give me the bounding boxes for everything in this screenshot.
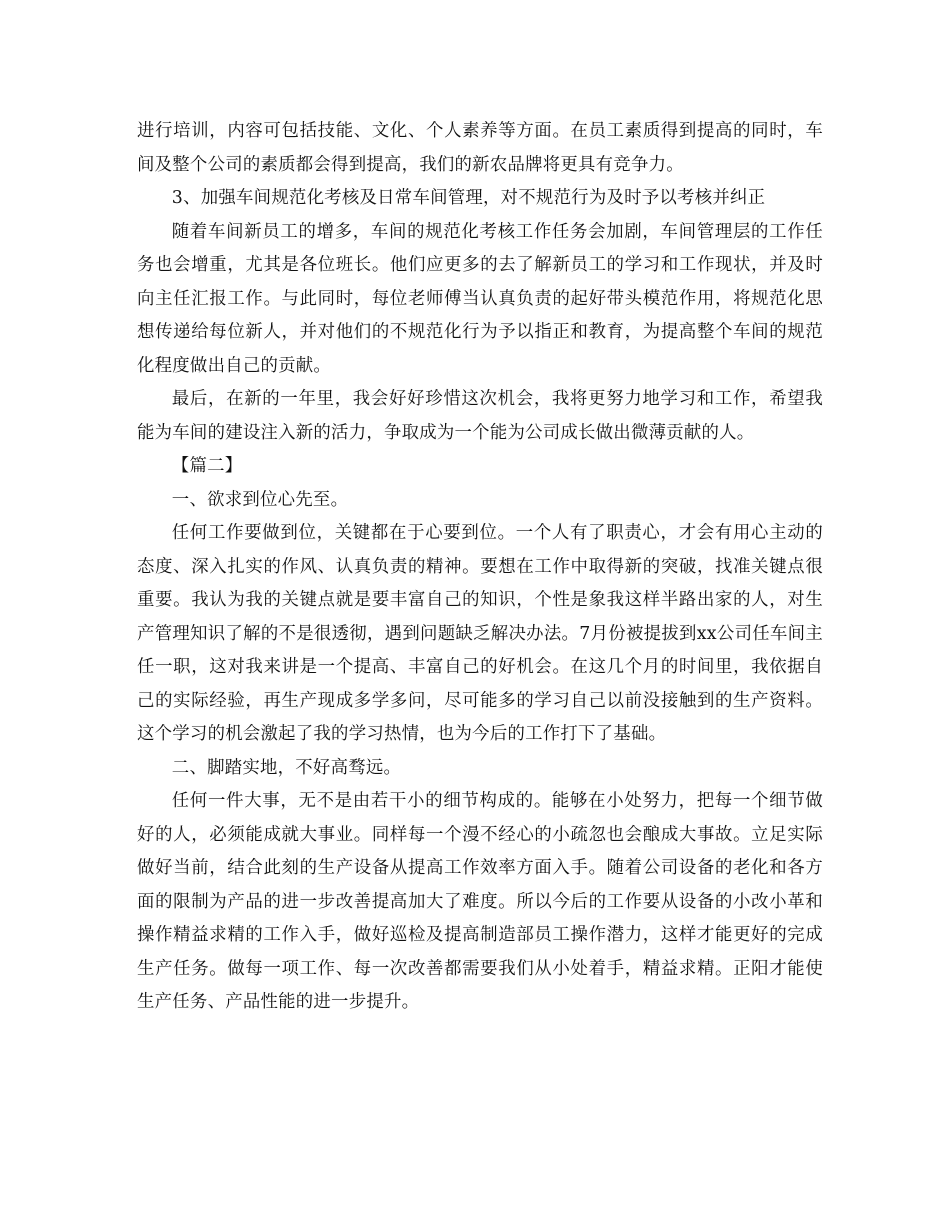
document-body xyxy=(137,115,823,1020)
paragraph-heart-in-place: 任何工作要做到位，关键都在于心要到位。一个人有了职责心，才会有用心主动的态度、深入扎实的作风、认真负责的精神。要想在工作中取得新的突破，找准关键点很重要。我认为我的关键点就是要丰富自己的知识，个性是象我这样半路出家的人，对生产管理知识了解的不是很透彻，遇到问题缺乏解决办法。7月份被提拔到xx公司任车间主任一职，这对我来讲是一个提高、丰富自己的好机会。在这几个月的时间里，我依据自己的实际经验，再生产现成多学多问，尽可能多的学习自己以前没接触到的生产资料。这个学习的机会激起了我的学习热情，也为今后的工作打下了基础。 xyxy=(137,523,823,744)
section-heading-part-two: 【篇二】 xyxy=(171,456,243,476)
paragraph-training-continued: 进行培训，内容可包括技能、文化、个人素养等方面。在员工素质得到提高的同时，车间及整个公司的素质都会得到提高，我们的新农品牌将更具有竞争力。 xyxy=(137,121,823,175)
paragraph-workshop-management: 随着车间新员工的增多，车间的规范化考核工作任务会加剧，车间管理层的工作任务也会增重，尤其是各位班长。他们应更多的去了解新员工的学习和工作现状，并及时向主任汇报工作。与此同时，每位老师傅当认真负责的起好带头模范作用，将规范化思想传递给每位新人，并对他们的不规范化行为予以指正和教育，为提高整个车间的规范化程度做出自己的贡献。 xyxy=(137,221,823,376)
subheading-one: 一、欲求到位心先至。 xyxy=(171,489,349,510)
subheading-two: 二、脚踏实地，不好高骛远。 xyxy=(171,757,402,778)
paragraph-conclusion: 最后，在新的一年里，我会好好珍惜这次机会，我将更努力地学习和工作，希望我能为车间的建设注入新的活力，争取成为一个能为公司成长做出微薄贡献的人。 xyxy=(137,389,823,443)
paragraph-details-matter: 任何一件大事，无不是由若干小的细节构成的。能够在小处努力，把每一个细节做好的人，必须能成就大事业。同样每一个漫不经心的小疏忽也会酿成大事故。立足实际做好当前，结合此刻的生产设备从提高工作效率方面入手。随着公司设备的老化和各方面的限制为产品的进一步改善提高加大了难度。所以今后的工作要从设备的小改小革和操作精益求精的工作入手，做好巡检及提高制造部员工操作潜力，这样才能更好的完成生产任务。做每一项工作、每一次改善都需要我们从小处着手，精益求精。正阳才能使生产任务、产品性能的进一步提升。 xyxy=(137,791,823,1012)
paragraph-item-3-heading: 3、加强车间规范化考核及日常车间管理，对不规范行为及时予以考核并纠正 xyxy=(171,188,766,208)
